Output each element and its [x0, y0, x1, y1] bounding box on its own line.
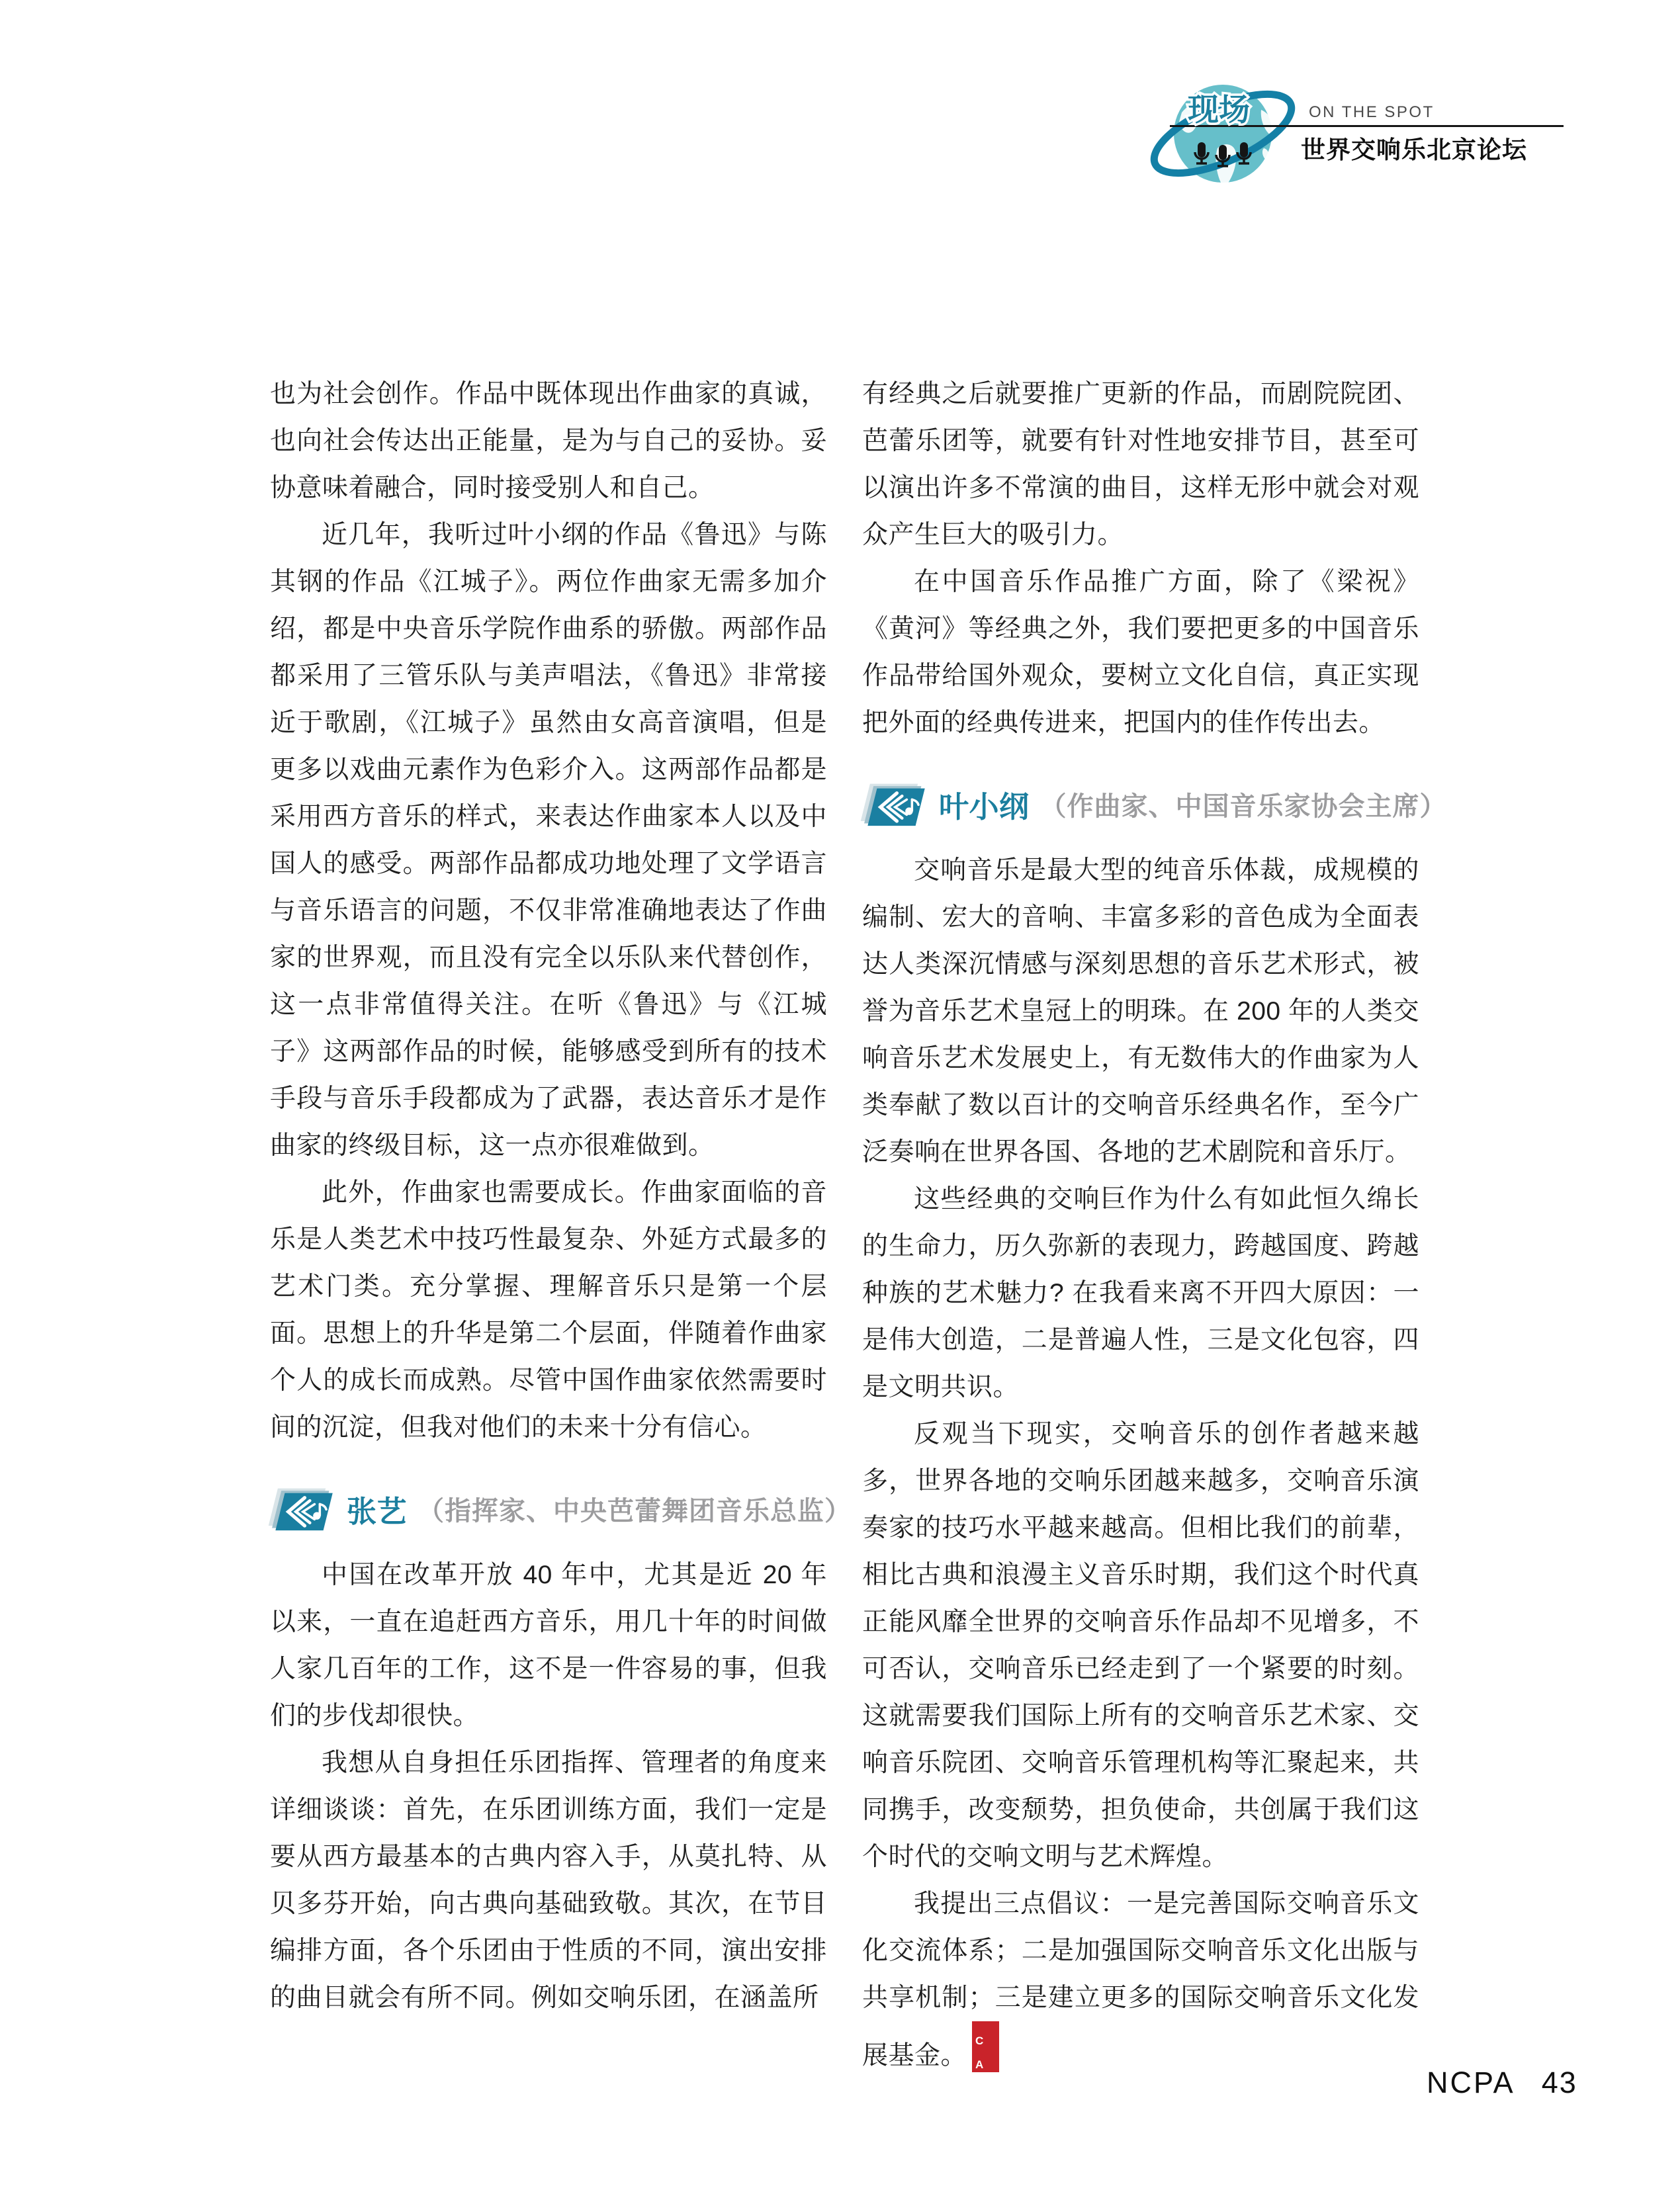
paragraph: 在中国音乐作品推广方面，除了《梁祝》《黄河》等经典之外，我们要把更多的中国音乐作品带给国外观众，要树立文化自信，真正实现把外面的经典传进来，把国内的佳作传出去。 — [862, 568, 1419, 737]
paragraph: 我想从自身担任乐团指挥、管理者的角度来详细谈谈：首先，在乐团训练方面，我们一定是要从西方最基本的古典内容入手，从莫扎特、从贝多芬开始，向古典向基础致敬。其次，在节目编排方面，各个乐团由于性质的不同，演出安排的曲目就会有所不同。例如交响乐团，在涵盖所 — [270, 1749, 827, 2012]
speaker-role: （作曲家、中国音乐家协会主席） — [1039, 791, 1447, 821]
header-overline: ON THE SPOT — [1309, 103, 1435, 121]
paragraph: 此外，作曲家也需要成长。作曲家面临的音乐是人类艺术中技巧性最复杂、外延方式最多的艺术门类。充分掌握、理解音乐只是第一个层面。思想上的升华是第二个层面，伴随着作曲家个人的成长而成熟。尽管中国作曲家依然需要时间的沉淀，但我对他们的未来十分有信心。 — [270, 1178, 827, 1442]
paragraph: 这些经典的交响巨作为什么有如此恒久绵长的生命力，历久弥新的表现力，跨越国度、跨越种族的艺术魅力? 在我看来离不开四大原因：一是伟大创造，二是普遍人性，三是文化包容，四是文明共识。 — [862, 1185, 1419, 1401]
ncpa-emblem-icon — [860, 783, 928, 830]
ncpa-emblem-icon — [267, 1488, 336, 1534]
globe-logo — [1165, 79, 1297, 192]
speaker-header — [267, 1488, 852, 1534]
paragraph: 反观当下现实，交响音乐的创作者越来越多，世界各地的交响乐团越来越多，交响音乐演奏家的技巧水平越来越高。但相比我们的前辈，相比古典和浪漫主义音乐时期，我们这个时代真正能风靡全世界的交响音乐作品却不见增多，不可否认，交响音乐已经走到了一个紧要的时刻。这就需要我们国际上所有的交响音乐艺术家、交响音乐院团、交响音乐管理机构等汇聚起来，共同携手，改变颓势，担负使命，共创属于我们这个时代的交响文明与艺术辉煌。 — [862, 1420, 1419, 1871]
footer-brand: NCPA — [1427, 2066, 1515, 2099]
paragraph: 我提出三点倡议：一是完善国际交响音乐文化交流体系；二是加强国际交响音乐文化出版与共享机制；三是建立更多的国际交响音乐文化发展基金。 NC PA — [862, 1880, 1419, 2079]
speaker-role: （指挥家、中央芭蕾舞团音乐总监） — [418, 1496, 852, 1526]
left-column — [270, 371, 852, 2021]
paragraph: 近几年，我听过叶小纲的作品《鲁迅》与陈其钢的作品《江城子》。两位作曲家无需多加介绍，都是中央音乐学院作曲系的骄傲。两部作品都采用了三管乐队与美声唱法，《鲁迅》非常接近于歌剧，《江城子》虽然由女高音演唱，但是更多以戏曲元素作为色彩介入。这两部作品都是采用西方音乐的样式，来表达作曲家本人以及中国人的感受。两部作品都成功地处理了文学语言与音乐语言的问题，不仅非常准确地表达了作曲家的世界观，而且没有完全以乐队来代替创作，这一点非常值得关注。在听《鲁迅》与《江城子》这两部作品的时候，能够感受到所有的技术手段与音乐手段都成为了武器，表达音乐才是作曲家的终级目标，这一点亦很难做到。 — [270, 521, 827, 1160]
header-title: 世界交响乐北京论坛 — [1301, 136, 1527, 163]
paragraph: 交响音乐是最大型的纯音乐体裁，成规模的编制、宏大的音响、丰富多彩的音色成为全面表达人类深沉情感与深刻思想的音乐艺术形式，被誉为音乐艺术皇冠上的明珠。在 200 年的人类交响音乐艺术发展史上，有无数伟大的作曲家为人类奉献了数以百计的交响音乐经典名作，至今广泛奏响在世界各国、各地的艺术剧院和音乐厅。 — [862, 856, 1419, 1166]
badge-label: 现场 — [1188, 92, 1250, 127]
paragraph: 也为社会创作。作品中既体现出作曲家的真诚，也向社会传达出正能量，是为与自己的妥协。妥协意味着融合，同时接受别人和自己。 — [270, 380, 827, 502]
page-footer — [1427, 2066, 1577, 2100]
speaker-name: 张艺 — [347, 1494, 408, 1528]
speaker-header — [860, 783, 1447, 830]
right-column — [862, 371, 1447, 2079]
header-rule — [1294, 125, 1564, 127]
ncpa-end-mark: NC PA — [972, 2021, 999, 2072]
speaker-name: 叶小纲 — [939, 789, 1030, 824]
paragraph: 中国在改革开放 40 年中，尤其是近 20 年以来，一直在追赶西方音乐，用几十年的时间做人家几百年的工作，这不是一件容易的事，但我们的步伐却很快。 — [270, 1561, 827, 1730]
page-number: 43 — [1541, 2066, 1577, 2099]
microphone-icons — [1195, 142, 1251, 166]
paragraph: 有经典之后就要推广更新的作品，而剧院院团、芭蕾乐团等，就要有针对性地安排节目，甚至可以演出许多不常演的曲目，这样无形中就会对观众产生巨大的吸引力。 — [862, 380, 1419, 549]
